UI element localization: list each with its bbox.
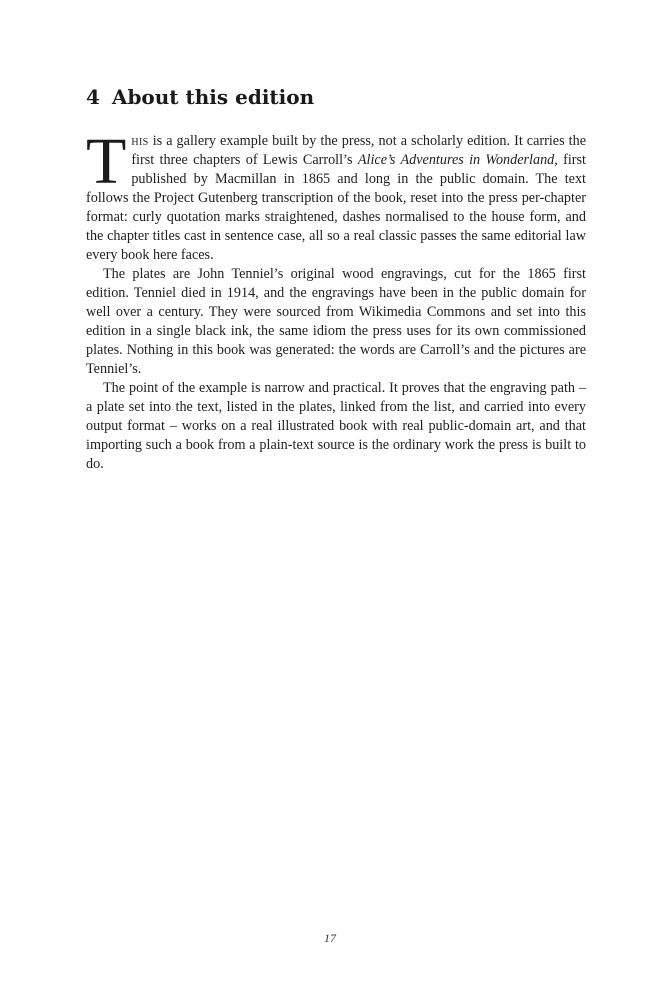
paragraph-1 bbox=[86, 125, 586, 265]
small-caps-lead: his bbox=[131, 133, 149, 149]
paragraph-3: The point of the example is narrow and practical. It proves that the engraving path – a plate set into the text, listed in the plates, linked from the list, and carried into every output format – works on a real illustrated book with real public-domain art, and that importing such a book from a plain-text source is the ordinary work the press is built to do. bbox=[86, 380, 586, 472]
paragraph-1-text-a: is a gallery example built by the press, not a scholarly edition. It carries the first three chapters of Lewis Carroll’s bbox=[131, 133, 586, 168]
page-number: 17 bbox=[324, 931, 336, 945]
book-title-italic: Alice’s Adventures in Wonderland bbox=[357, 152, 555, 168]
section-number: 4 bbox=[86, 85, 100, 109]
paragraph-1-text-b: , first published by Macmillan in 1865 and long in the public domain. The text follows the Project Gutenberg transcription of the book, reset into the press per-chapter format: curly quotation marks straightened, dashes normalised to the house form, and the chapter titles cast in sentence case, all so a real classic passes the same editorial law every book here faces. bbox=[86, 152, 586, 263]
drop-cap: T bbox=[86, 125, 127, 198]
paragraph-2: The plates are John Tenniel’s original wood engravings, cut for the 1865 first edition. Tenniel died in 1914, and the engravings have been in the public domain for well over a century. They were sourced from Wikimedia Commons and set into this edition in a single black ink, the same idiom the press uses for its own commissioned plates. Nothing in this book was generated: the words are Carroll’s and the pictures are Tenniel’s. bbox=[86, 266, 586, 377]
body-text bbox=[86, 125, 586, 474]
section-title: About this edition bbox=[111, 85, 315, 109]
section-heading bbox=[86, 83, 314, 111]
